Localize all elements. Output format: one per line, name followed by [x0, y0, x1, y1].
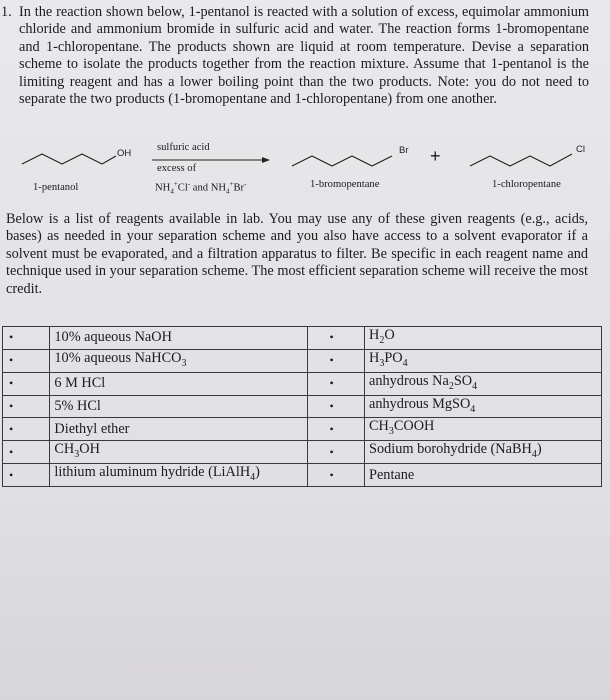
bullet-right: • — [307, 418, 364, 441]
reagent-row — [3, 464, 602, 487]
reagent-right: $H_2O$ — [365, 327, 602, 350]
cl-label: Cl — [576, 144, 585, 155]
br-charge: - — [244, 180, 247, 188]
bullet-left: • — [3, 327, 50, 350]
bullet-right: • — [307, 464, 364, 487]
bullet-left: • — [3, 372, 50, 395]
reagent-left: 10% aqueous NaHCO$_3$ — [50, 349, 307, 372]
br-label: Br — [399, 145, 409, 156]
reactant-label: 1-pentanol — [33, 182, 79, 193]
bullet-left: • — [3, 395, 50, 418]
arrow-label-top: sulfuric acid — [157, 142, 210, 153]
oh-label: OH — [117, 148, 132, 159]
reagent-right: anhydrous MgSO$_4$ — [365, 395, 602, 418]
reagent-right: $H_3PO_4$ — [365, 349, 602, 372]
reagent-table — [2, 326, 602, 487]
reagent-row — [3, 418, 602, 441]
instructions-paragraph: Below is a list of reagents available in lab. You may use any of these given reagents (e.g., acids, bases) as needed in your separation scheme and you also have access to a solvent evaporator if a solvent must be evaporated, and a filtration apparatus to filter. Be specific in each reagent name and technique used in your separation scheme. The most efficient separation scheme will receive the most credit. — [6, 211, 588, 297]
reagent-right: anhydrous $Na_2SO_4$ — [365, 372, 602, 395]
reagent-left: 5% HCl — [50, 395, 307, 418]
nh4-charge-2: + — [229, 180, 234, 188]
arrow-label-bottom — [155, 180, 246, 196]
reagent-row — [3, 395, 602, 418]
and-nh4-text: and NH — [190, 182, 227, 194]
product2-label: 1-chloropentane — [492, 179, 561, 190]
nh4-sub: 4 — [170, 187, 174, 196]
chloropentane-skeleton — [470, 154, 572, 166]
bullet-right: • — [307, 441, 364, 464]
reagent-right: $CH_3COOH$ — [365, 418, 602, 441]
reagent-left: 10% aqueous NaOH — [50, 327, 307, 350]
product1-label: 1-bromopentane — [310, 179, 380, 190]
arrow-label-mid: excess of — [157, 163, 197, 174]
reaction-scheme — [0, 138, 610, 198]
reagent-left: $CH_3OH$ — [50, 441, 307, 464]
nh4-text: NH — [155, 182, 171, 194]
bullet-left: • — [3, 464, 50, 487]
question-text: In the reaction shown below, 1-pentanol is reacted with a solution of excess, equimolar ammonium chloride and ammonium bromide in sulfuric acid and water. The reaction forms 1-bromopentane and 1-chloropentane. The products shown are liquid at room temperature. Devise a separation scheme to isolate the products together from the reaction mixture. Assume that 1-pentanol is the limiting reagent and has a lower boiling point than the two products. Note: you do not need to separate the two products (1-bromopentane and 1-chloropentane) from one another. — [19, 4, 589, 108]
reaction-arrowhead — [262, 157, 270, 163]
nh4-sub-2: 4 — [226, 187, 230, 196]
bullet-left: • — [3, 441, 50, 464]
reagent-row — [3, 441, 602, 464]
pentanol-skeleton — [22, 154, 116, 164]
reagent-row — [3, 327, 602, 350]
bullet-right: • — [307, 395, 364, 418]
bullet-left: • — [3, 418, 50, 441]
bullet-right: • — [307, 372, 364, 395]
reagent-left: Diethyl ether — [50, 418, 307, 441]
photo-shadow — [0, 490, 610, 700]
question-number: 1. — [1, 4, 12, 20]
reagent-row — [3, 349, 602, 372]
reagent-right: Sodium borohydride (NaBH$_4$) — [365, 441, 602, 464]
reagent-row — [3, 372, 602, 395]
cl-charge: - — [187, 180, 191, 188]
bullet-right: • — [307, 327, 364, 350]
bullet-left: • — [3, 349, 50, 372]
br-ion-text: Br — [233, 182, 245, 194]
reagent-left: 6 M HCl — [50, 372, 307, 395]
reagent-right: Pentane — [365, 464, 602, 487]
nh4-charge: + — [173, 180, 178, 188]
reagent-left: lithium aluminum hydride (LiAlH$_4$) — [50, 464, 307, 487]
bromopentane-skeleton — [292, 156, 392, 166]
bullet-right: • — [307, 349, 364, 372]
cl-ion-text: Cl — [177, 182, 188, 194]
plus-sign: + — [430, 146, 441, 166]
